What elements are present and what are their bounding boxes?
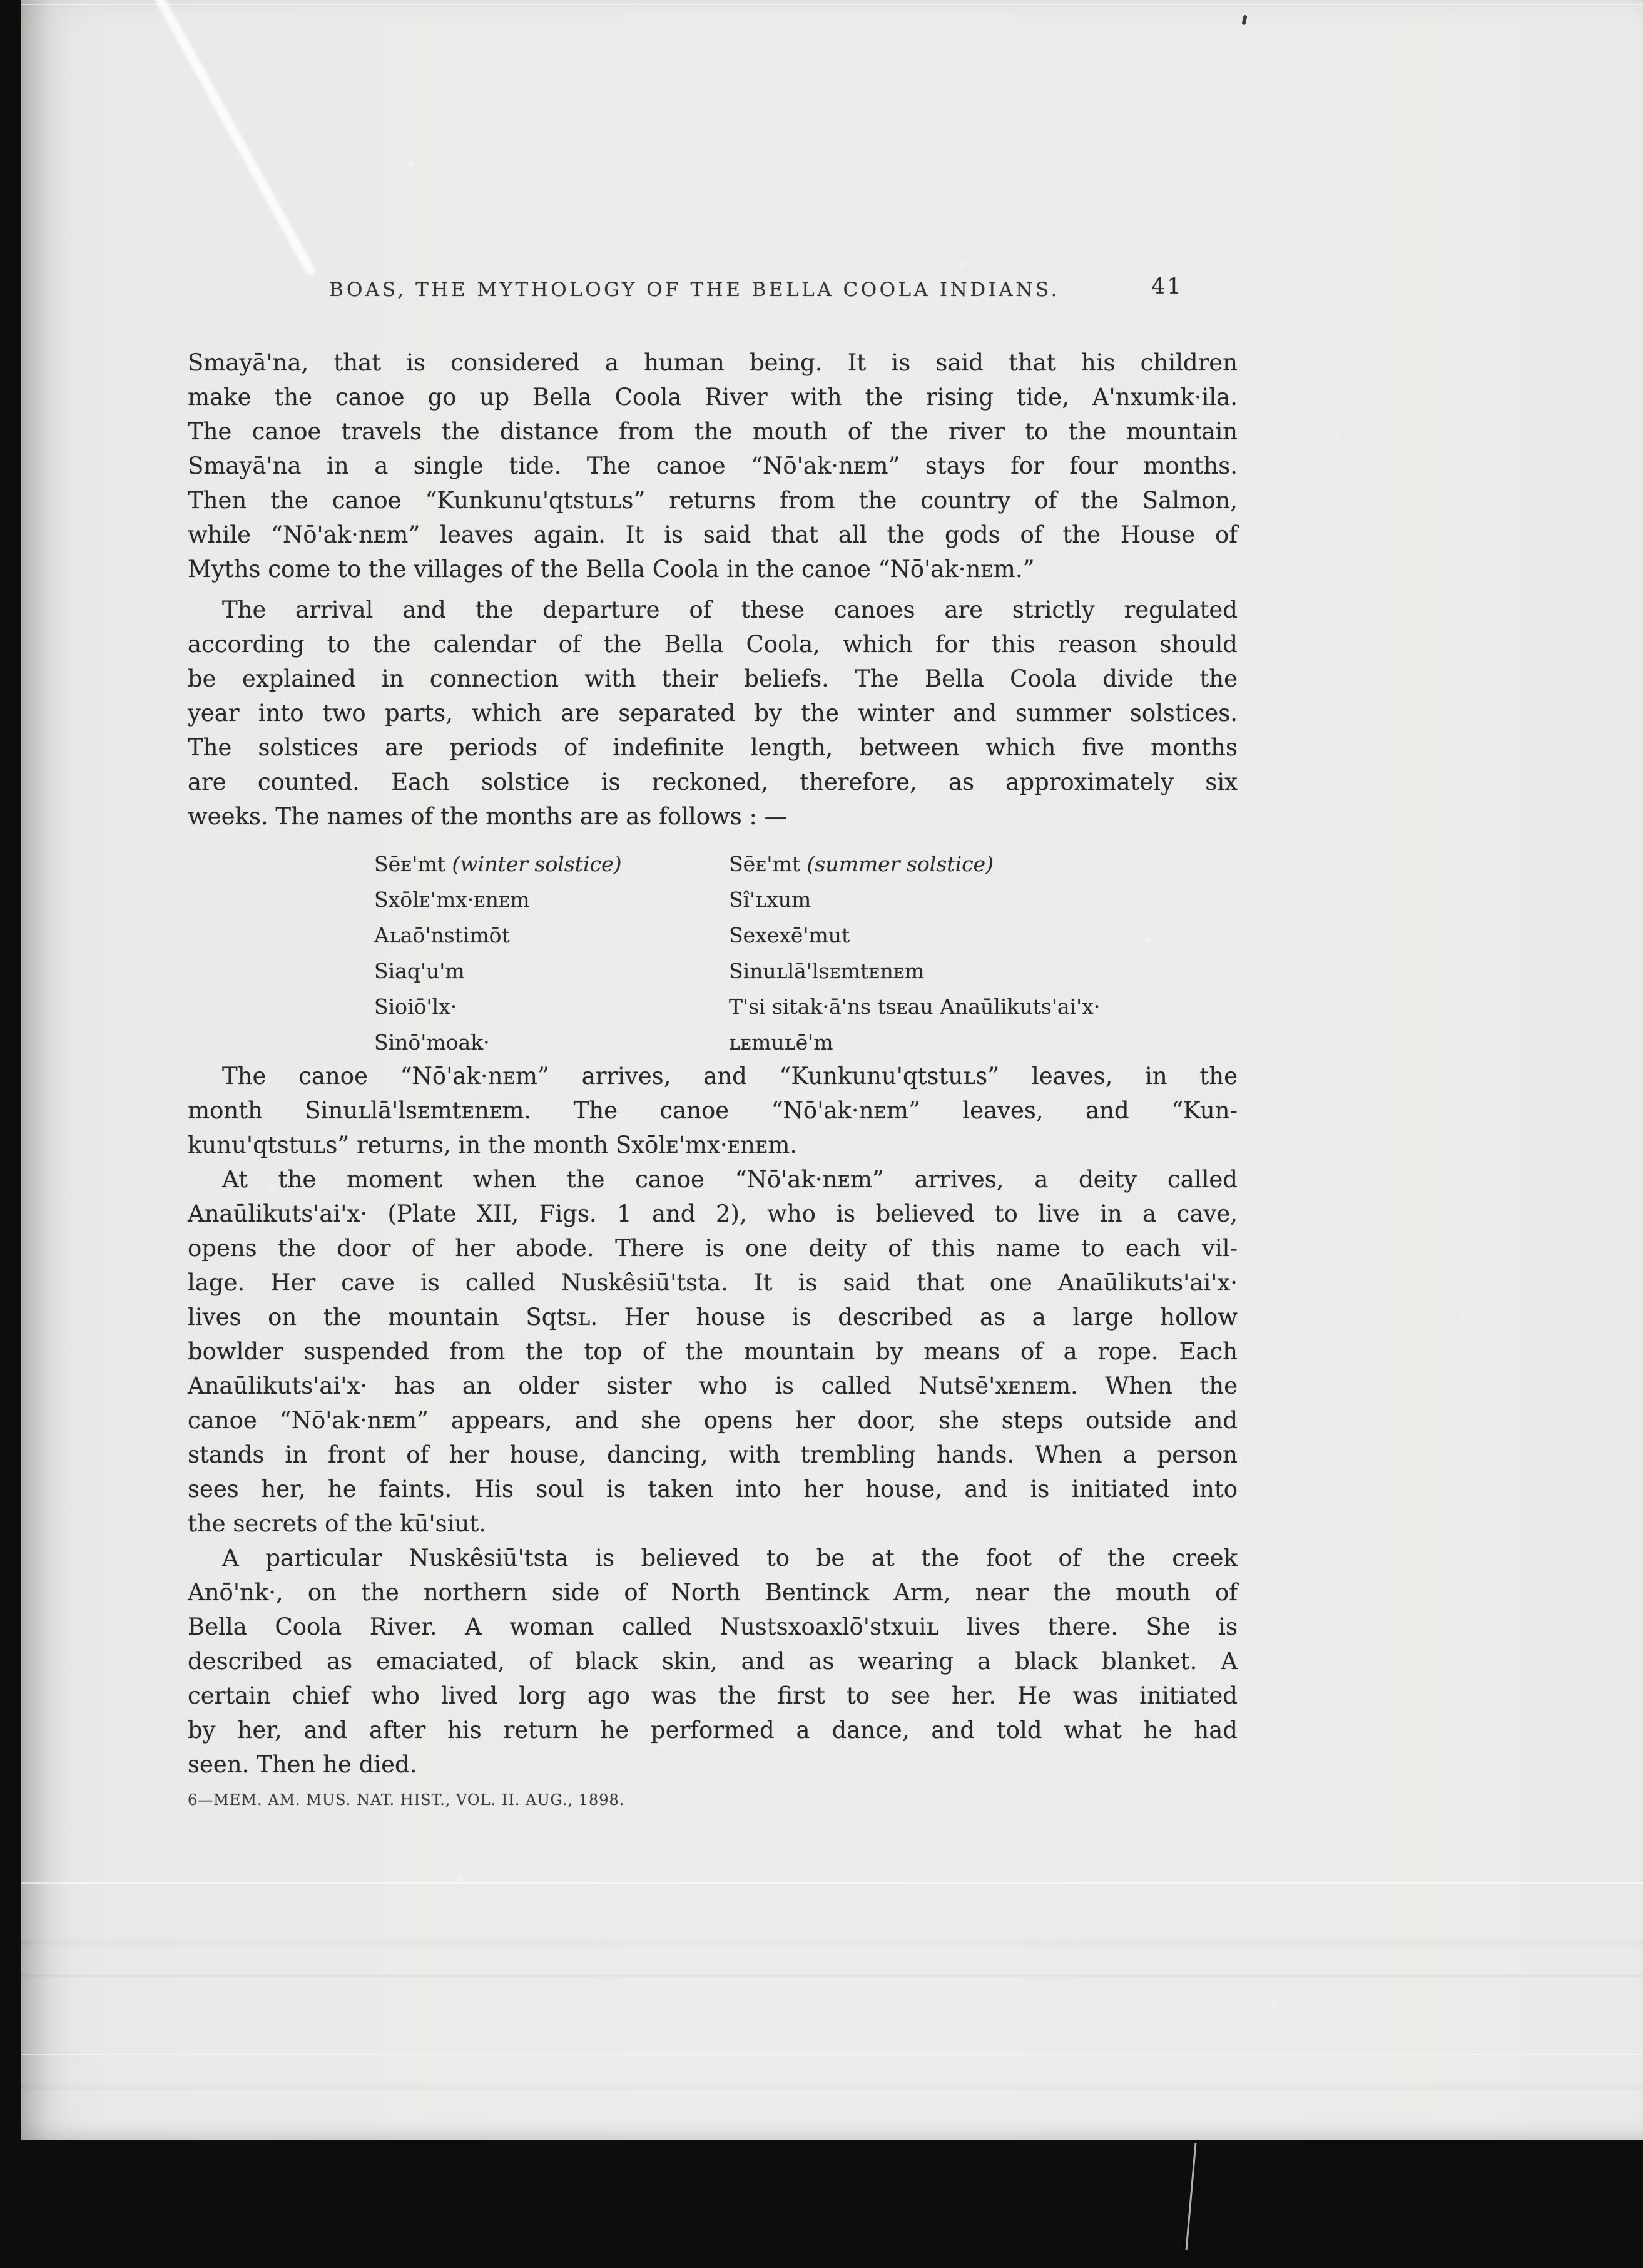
month-name: ʟᴇmuʟē'm [729,1030,833,1055]
month-row [374,882,1350,917]
text-line: Then the canoe “Kunkunu'qtstuʟs” returns from the country of the Salmon, [188,487,1238,514]
month-row [374,846,1350,882]
footer-imprint: 6—MEM. AM. MUS. NAT. HIST., VOL. II. AUG., 1898. [188,1791,625,1809]
text-line: The canoe “Nō'ak·nᴇm” arrives, and “Kunkunu'qtstuʟs” leaves, in the [222,1063,1238,1090]
text-line: Anaūlikuts'ai'x· (Plate XII, Figs. 1 and 2), who is believed to live in a cave, [188,1200,1238,1227]
paragraph [188,1059,1238,1162]
text-line: The canoe travels the distance from the mouth of the river to the mountain [188,418,1238,445]
text-line: certain chief who lived lorg ago was the first to see her. He was initiated [188,1682,1238,1709]
month-list [374,846,1350,1060]
scanner-line-artifact [21,2054,1643,2055]
text-line: kunu'qtstuʟs” returns, in the month Sxōlᴇ'mx·ᴇnᴇm. [188,1131,798,1158]
text-line: are counted. Each solstice is reckoned, therefore, as approximately six [188,769,1238,795]
month-row [374,953,1350,989]
text-line: be explained in connection with their beliefs. The Bella Coola divide the [188,665,1238,692]
text-line: the secrets of the kū'siut. [188,1510,486,1537]
text-line: stands in front of her house, dancing, with trembling hands. When a person [188,1441,1238,1468]
ink-speck-artifact [1241,15,1247,26]
paragraph [188,345,1238,586]
text-line: Myths come to the villages of the Bella Coola in the canoe “Nō'ak·nᴇm.” [188,556,1035,583]
paragraph [188,593,1238,834]
text-line: make the canoe go up Bella Coola River with the rising tide, A'nxumk·ila. [188,384,1238,411]
text-line: The solstices are periods of indefinite length, between which five months [188,734,1238,761]
text-line: weeks. The names of the months are as follows : — [188,803,788,830]
page-number: 41 [1151,274,1183,299]
month-row [374,917,1350,953]
scan-top-line-artifact [21,4,1643,5]
text-line: Smayā'na in a single tide. The canoe “Nō'ak·nᴇm” stays for four months. [188,452,1238,479]
text-line: Smayā'na, that is considered a human being. It is said that his children [188,349,1238,376]
month-row [374,989,1350,1024]
scanner-line-artifact [21,1974,1643,1977]
text-line: At the moment when the canoe “Nō'ak·nᴇm” arrives, a deity called [222,1166,1238,1193]
month-name: Sēᴇ'mt (winter solstice) [374,852,622,876]
month-name: Sinō'moak· [374,1030,490,1055]
text-line: month Sinuʟlā'lsᴇmtᴇnᴇm. The canoe “Nō'ak·nᴇm” leaves, and “Kun- [188,1097,1238,1124]
text-line: lives on the mountain Sqtsʟ. Her house is described as a large hollow [188,1304,1238,1331]
month-name: Aʟaō'nstimōt [374,923,510,948]
scan-bed-scratch-artifact [1186,2143,1197,2250]
text-line: seen. Then he died. [188,1751,417,1778]
text-line: bowlder suspended from the top of the mountain by means of a rope. Each [188,1338,1238,1365]
paragraph [188,1162,1238,1541]
month-name: Siaq'u'm [374,959,465,983]
month-name: Sî'ʟxum [729,887,811,912]
text-line: by her, and after his return he performed a dance, and told what he had [188,1717,1238,1744]
scanner-line-artifact [21,1882,1643,1884]
paragraph [188,1541,1238,1782]
month-name: Sxōlᴇ'mx·ᴇnᴇm [374,887,530,912]
month-name: T'si sitak·ā'ns tsᴇau Anaūlikuts'ai'x· [729,994,1101,1019]
text-line: Bella Coola River. A woman called Nustsxoaxlō'stxuiʟ lives there. She is [188,1613,1238,1640]
scan-scratch-artifact [145,0,317,277]
text-line: opens the door of her abode. There is one deity of this name to each vil- [188,1235,1238,1262]
month-name: Sēᴇ'mt (summer solstice) [729,852,994,876]
running-title: BOAS, THE MYTHOLOGY OF THE BELLA COOLA INDIANS. [329,278,1060,301]
month-name: Sioiō'lx· [374,994,457,1019]
text-line: sees her, he faints. His soul is taken into her house, and is initiated into [188,1476,1238,1503]
text-line: canoe “Nō'ak·nᴇm” appears, and she opens her door, she steps outside and [188,1407,1238,1434]
text-line: The arrival and the departure of these canoes are strictly regulated [222,596,1238,623]
text-line: lage. Her cave is called Nuskêsiū'tsta. It is said that one Anaūlikuts'ai'x· [188,1269,1238,1296]
text-line: A particular Nuskêsiū'tsta is believed to be at the foot of the creek [222,1545,1238,1571]
month-name: Sinuʟlā'lsᴇmtᴇnᴇm [729,959,925,983]
month-note: (summer solstice) [800,852,994,876]
text-line: described as emaciated, of black skin, and as wearing a black blanket. A [188,1648,1238,1675]
month-note: (winter solstice) [445,852,622,876]
page-paper [21,0,1643,2140]
text-line: Anaūlikuts'ai'x· has an older sister who is called Nutsē'xᴇnᴇm. When the [188,1372,1238,1399]
scanner-line-artifact [21,2084,1643,2090]
text-line: Anō'nk·, on the northern side of North Bentinck Arm, near the mouth of [188,1579,1238,1606]
month-row [374,1024,1350,1060]
text-line: while “Nō'ak·nᴇm” leaves again. It is said that all the gods of the House of [188,521,1238,548]
text-line: year into two parts, which are separated by the winter and summer solstices. [188,700,1238,727]
scanner-line-artifact [21,1940,1643,1945]
month-name: Sexexē'mut [729,923,850,948]
text-line: according to the calendar of the Bella Coola, which for this reason should [188,631,1238,658]
paper-speckles [21,0,24,3]
